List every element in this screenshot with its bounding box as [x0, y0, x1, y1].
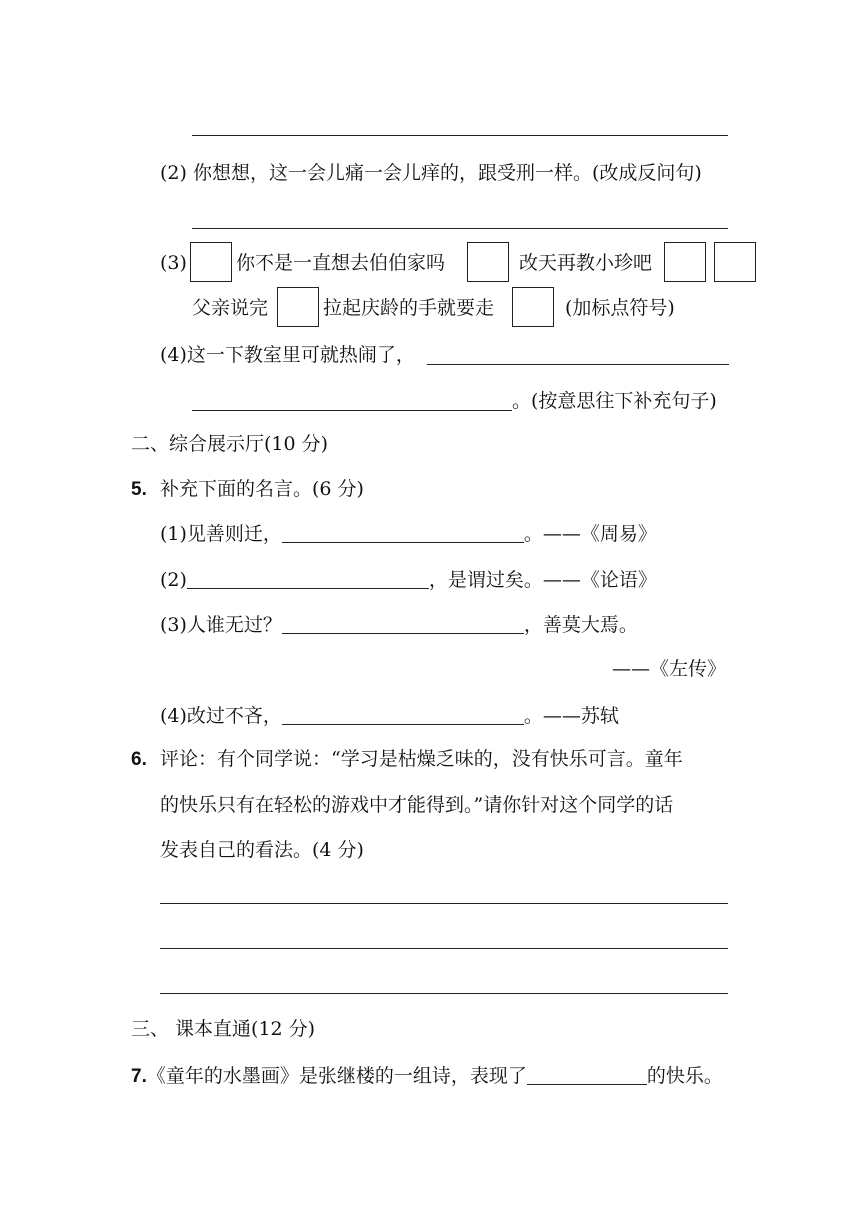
- q5-item3: [160, 615, 638, 635]
- q4-item3-label: (3): [160, 252, 187, 274]
- q5-prompt: 补充下面的名言。(6 分): [160, 478, 364, 500]
- q5-item1-blank[interactable]: [282, 524, 524, 543]
- punctuation-box-6[interactable]: [512, 287, 554, 327]
- q7-blank[interactable]: [527, 1066, 647, 1085]
- q5-item4-blank[interactable]: [282, 706, 524, 725]
- q4-item3-seg3: 父亲说完: [192, 297, 269, 319]
- q5-item2: [160, 570, 657, 590]
- q7-number: 7.: [131, 1066, 147, 1087]
- q7-after: 的快乐。: [646, 1065, 723, 1087]
- punctuation-box-3[interactable]: [664, 242, 706, 282]
- q5-item3-after: ，善莫大焉。: [523, 614, 638, 636]
- q5-item3-blank[interactable]: [282, 615, 524, 634]
- q4-item3-seg1: 你不是一直想去伯伯家吗: [236, 252, 446, 274]
- q7: [131, 1066, 723, 1086]
- section3-heading: 三、 课本直通(12 分): [131, 1018, 316, 1040]
- q6-line-3: 发表自己的看法。(4 分): [160, 839, 364, 861]
- answer-line-q6-1[interactable]: [160, 903, 728, 904]
- punctuation-box-5[interactable]: [277, 287, 319, 327]
- answer-line-q6-2[interactable]: [160, 948, 728, 949]
- q5-item3-source: ——《左传》: [611, 658, 726, 680]
- q5-item1: [160, 524, 657, 544]
- q6-number: 6.: [131, 749, 147, 770]
- answer-line-q4-1[interactable]: [192, 135, 728, 136]
- q4-item3-seg4: 拉起庆龄的手就要走: [323, 297, 495, 319]
- q5-item4: [160, 706, 619, 726]
- q5-item4-after: 。——苏轼: [523, 705, 619, 727]
- q5-item2-blank[interactable]: [187, 570, 429, 589]
- q7-before: 《童年的水墨画》是张继楼的一组诗，表现了: [146, 1065, 527, 1087]
- q5-number: 5.: [131, 479, 147, 500]
- q4-item4-note: 。(按意思往下补充句子): [512, 390, 717, 412]
- q4-item4-text: (4)这一下教室里可就热闹了，: [160, 344, 415, 366]
- answer-line-q4-4a[interactable]: [427, 364, 729, 365]
- q5-item2-before: (2): [160, 569, 187, 591]
- q5-item4-before: (4)改过不吝，: [160, 705, 282, 727]
- q6-line-2: 的快乐只有在轻松的游戏中才能得到。”请你针对这个同学的话: [160, 794, 674, 816]
- answer-line-q6-3[interactable]: [160, 993, 728, 994]
- q6-line-1: 评论：有个同学说：“学习是枯燥乏味的，没有快乐可言。童年: [160, 748, 683, 770]
- q4-item2-text: (2) 你想想，这一会儿痛一会儿痒的，跟受刑一样。(改成反问句): [160, 162, 702, 184]
- punctuation-box-4[interactable]: [714, 242, 756, 282]
- answer-line-q4-2[interactable]: [192, 228, 728, 229]
- answer-line-q4-4b[interactable]: [192, 410, 512, 411]
- q5-item1-after: 。——《周易》: [523, 523, 657, 545]
- q5-item2-after: ，是谓过矣。——《论语》: [428, 569, 657, 591]
- section2-heading: 二、综合展示厅(10 分): [131, 433, 329, 455]
- punctuation-box-2[interactable]: [467, 242, 509, 282]
- q5-item3-before: (3)人谁无过？: [160, 614, 282, 636]
- q4-item3-seg2: 改天再教小珍吧: [519, 252, 653, 274]
- punctuation-box-1[interactable]: [190, 242, 232, 282]
- q4-item3-note: (加标点符号): [565, 297, 675, 319]
- q5-item1-before: (1)见善则迁，: [160, 523, 282, 545]
